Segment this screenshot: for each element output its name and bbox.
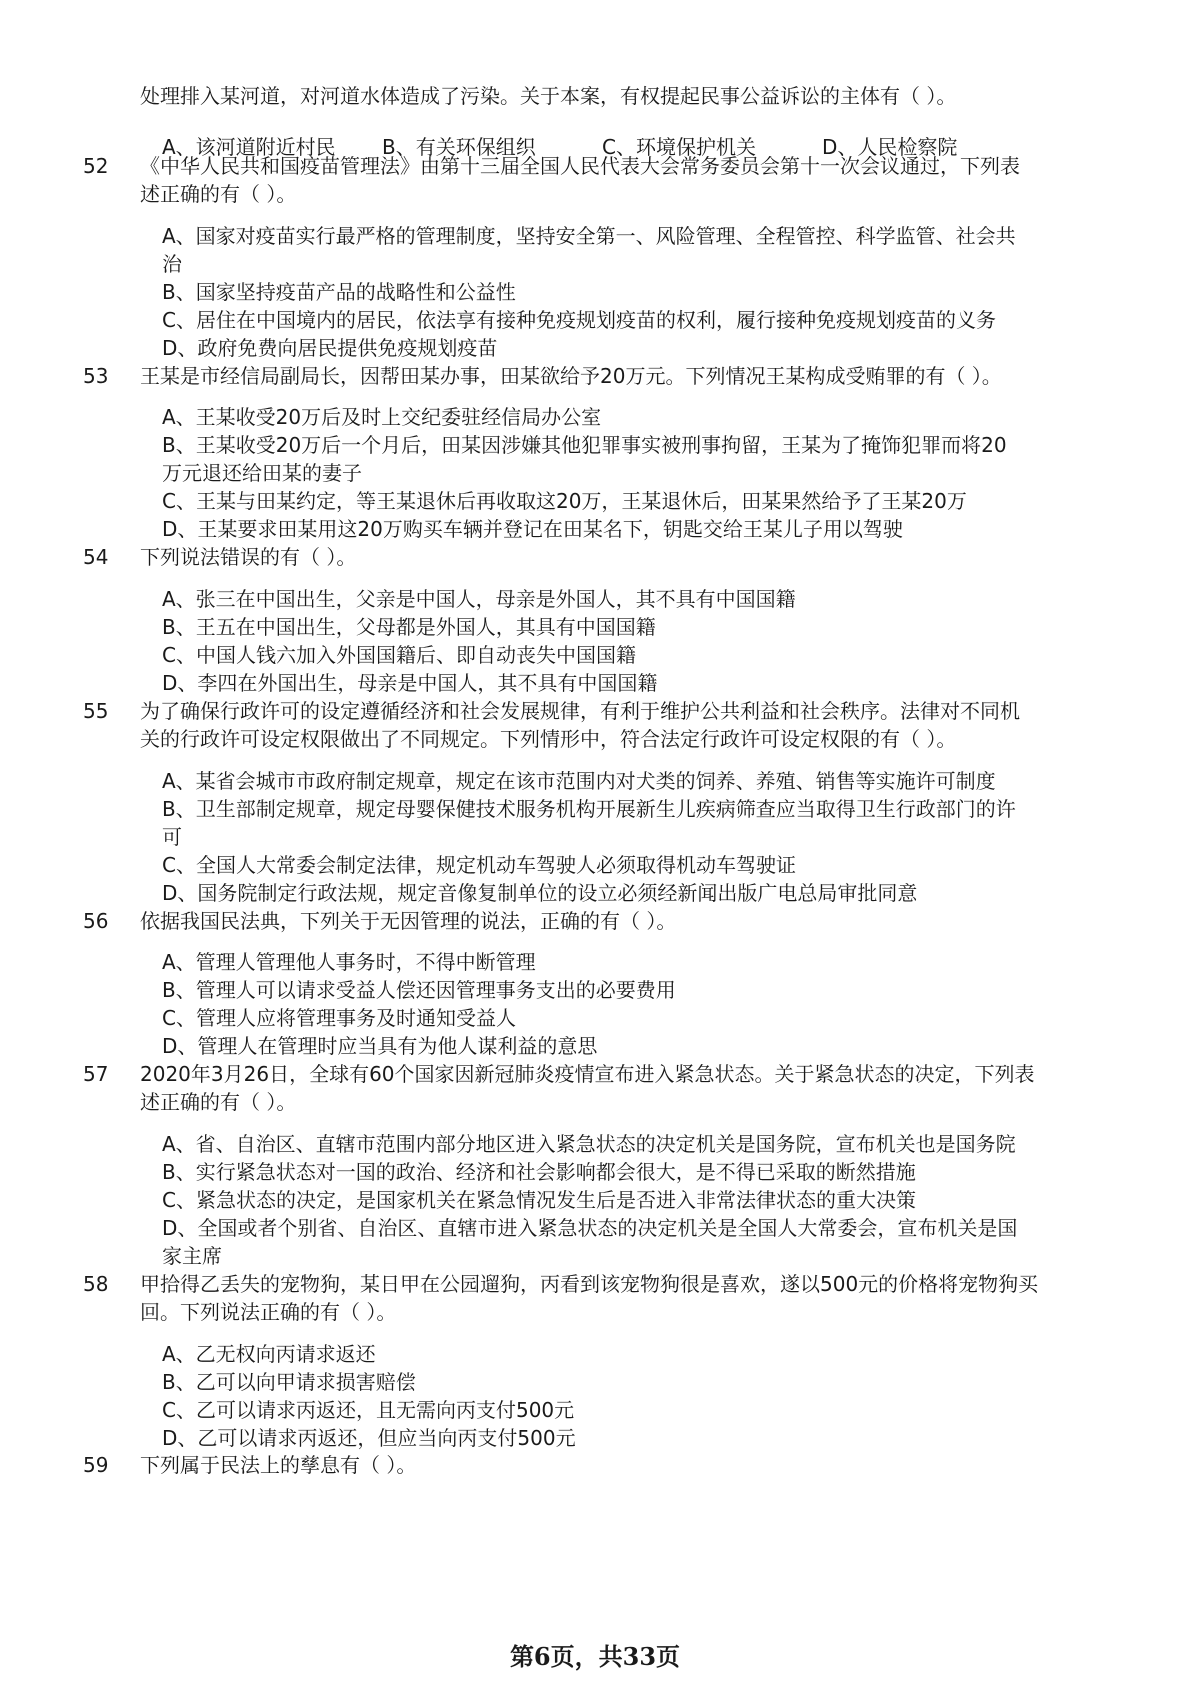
option-a: A、该河道附近村民 [162,135,336,159]
question-number: 54 [83,545,109,569]
question-stem-line: 2020年3月26日，全球有60个国家因新冠肺炎疫情宣布进入紧急状态。关于紧急状态的决定，下列表 [140,1062,1035,1086]
question-number: 58 [83,1272,109,1296]
answer-option: B、乙可以向甲请求损害赔偿 [162,1370,416,1394]
question-stem-line: 为了确保行政许可的设定遵循经济和社会发展规律，有利于维护公共利益和社会秩序。法律对不同机 [140,699,1020,723]
answer-option: D、管理人在管理时应当具有为他人谋利益的意思 [162,1034,598,1058]
question-number: 59 [83,1453,109,1477]
question-stem-line: 王某是市经信局副局长，因帮田某办事，田某欲给予20万元。下列情况王某构成受贿罪的有（ ）。 [140,364,1002,388]
answer-option: A、王某收受20万后及时上交纪委驻经信局办公室 [162,405,602,429]
answer-option: D、王某要求田某用这20万购买车辆并登记在田某名下，钥匙交给王某儿子用以驾驶 [162,517,903,541]
option-b: B、有关环保组织 [382,135,536,159]
answer-option: C、全国人大常委会制定法律，规定机动车驾驶人必须取得机动车驾驶证 [162,853,796,877]
question-stem-line: 《中华人民共和国疫苗管理法》由第十三届全国人民代表大会常务委员会第十一次会议通过，下列表 [140,154,1020,178]
question-number: 57 [83,1062,109,1086]
answer-option: B、实行紧急状态对一国的政治、经济和社会影响都会很大，是不得已采取的断然措施 [162,1160,916,1184]
answer-option: B、王五在中国出生，父母都是外国人，其具有中国国籍 [162,615,656,639]
answer-option-continuation: 家主席 [162,1244,222,1268]
question-stem-line: 下列说法错误的有（ ）。 [140,545,357,569]
answer-option-continuation: 可 [162,825,182,849]
answer-option: C、紧急状态的决定，是国家机关在紧急情况发生后是否进入非常法律状态的重大决策 [162,1188,916,1212]
answer-option: D、政府免费向居民提供免疫规划疫苗 [162,336,498,360]
answer-option: A、国家对疫苗实行最严格的管理制度，坚持安全第一、风险管理、全程管控、科学监管、社会共 [162,224,1016,248]
question-stem-line: 关的行政许可设定权限做出了不同规定。下列情形中，符合法定行政许可设定权限的有（ ）。 [140,727,957,751]
answer-option: B、管理人可以请求受益人偿还因管理事务支出的必要费用 [162,978,676,1002]
answer-option: D、乙可以请求丙返还，但应当向丙支付500元 [162,1426,576,1450]
option-c: C、环境保护机关 [602,135,756,159]
question-number: 55 [83,699,109,723]
answer-option: B、王某收受20万后一个月后，田某因涉嫌其他犯罪事实被刑事拘留，王某为了掩饰犯罪而将20 [162,433,1007,457]
answer-option: A、省、自治区、直辖市范围内部分地区进入紧急状态的决定机关是国务院，宣布机关也是国务院 [162,1132,1016,1156]
carryover-stem: 处理排入某河道，对河道水体造成了污染。关于本案，有权提起民事公益诉讼的主体有（ ）。 [140,84,957,108]
answer-option: D、全国或者个别省、自治区、直辖市进入紧急状态的决定机关是全国人大常委会，宣布机关是国 [162,1216,1018,1240]
question-stem-line: 述正确的有（ ）。 [140,182,297,206]
question-stem-line: 甲拾得乙丢失的宠物狗，某日甲在公园遛狗，丙看到该宠物狗很是喜欢，遂以500元的价格将宠物狗买 [140,1272,1039,1296]
answer-option: C、管理人应将管理事务及时通知受益人 [162,1006,516,1030]
answer-option: A、管理人管理他人事务时，不得中断管理 [162,950,536,974]
answer-option: C、乙可以请求丙返还，且无需向丙支付500元 [162,1398,575,1422]
option-d: D、人民检察院 [822,135,958,159]
page-footer: 第6页，共33页 [509,1642,681,1671]
answer-option: D、国务院制定行政法规，规定音像复制单位的设立必须经新闻出版广电总局审批同意 [162,881,918,905]
question-stem-line: 依据我国民法典，下列关于无因管理的说法，正确的有（ ）。 [140,909,677,933]
answer-option: A、乙无权向丙请求返还 [162,1342,376,1366]
answer-option: C、王某与田某约定，等王某退休后再收取这20万，王某退休后，田某果然给予了王某20万 [162,489,967,513]
answer-option: C、中国人钱六加入外国国籍后、即自动丧失中国国籍 [162,643,636,667]
question-stem-line: 述正确的有（ ）。 [140,1090,297,1114]
question-number: 52 [83,154,109,178]
answer-option: B、卫生部制定规章，规定母婴保健技术服务机构开展新生儿疾病筛查应当取得卫生行政部门的许 [162,797,1016,821]
answer-option: B、国家坚持疫苗产品的战略性和公益性 [162,280,516,304]
answer-option: A、张三在中国出生，父亲是中国人，母亲是外国人，其不具有中国国籍 [162,587,796,611]
answer-option: C、居住在中国境内的居民，依法享有接种免疫规划疫苗的权利，履行接种免疫规划疫苗的义务 [162,308,996,332]
question-stem-line: 下列属于民法上的孳息有（ ）。 [140,1453,417,1477]
answer-option: A、某省会城市市政府制定规章，规定在该市范围内对犬类的饲养、养殖、销售等实施许可制度 [162,769,996,793]
answer-option-continuation: 万元退还给田某的妻子 [162,461,362,485]
question-number: 56 [83,909,109,933]
answer-option-continuation: 治 [162,252,182,276]
answer-option: D、李四在外国出生，母亲是中国人，其不具有中国国籍 [162,671,658,695]
question-stem-line: 回。下列说法正确的有（ ）。 [140,1300,397,1324]
question-number: 53 [83,364,109,388]
